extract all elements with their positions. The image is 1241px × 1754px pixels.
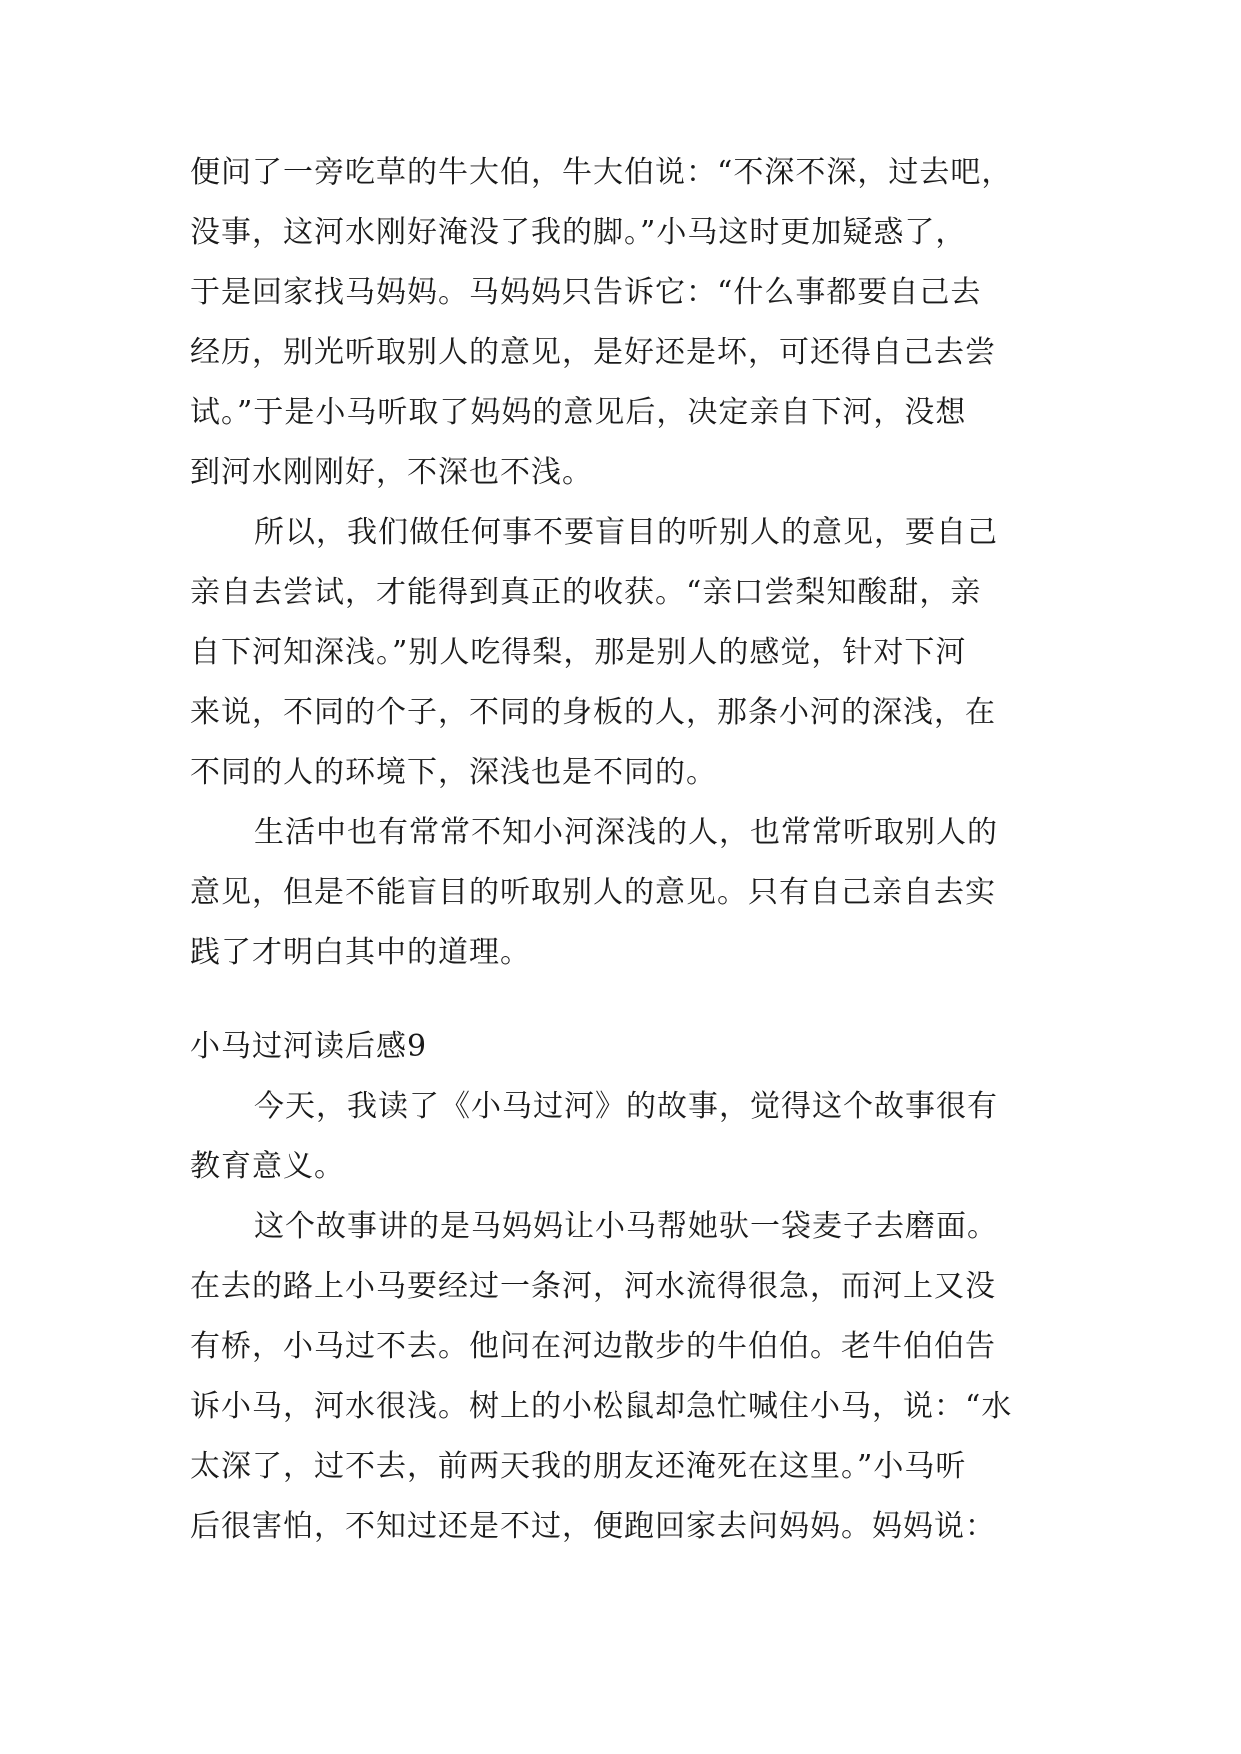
text-line: 自下河知深浅。”别人吃得梨，那是别人的感觉，针对下河 xyxy=(190,635,967,670)
text-line: 便问了一旁吃草的牛大伯，牛大伯说：“不深不深，过去吧， xyxy=(190,155,1013,190)
text-line: 经历，别光听取别人的意见，是好还是坏，可还得自己去尝 xyxy=(190,335,996,370)
text-line: 有桥，小马过不去。他问在河边散步的牛伯伯。老牛伯伯告 xyxy=(190,1329,996,1364)
text-line: 没事，这河水刚好淹没了我的脚。”小马这时更加疑惑了， xyxy=(190,215,967,250)
text-line: 来说，不同的个子，不同的身板的人，那条小河的深浅，在 xyxy=(190,695,996,730)
essay-continuation xyxy=(190,143,1060,983)
text-line: 到河水刚刚好，不深也不浅。 xyxy=(190,455,593,490)
text-line: 亲自去尝试，才能得到真正的收获。“亲口尝梨知酸甜，亲 xyxy=(190,575,982,610)
text-line: 教育意义。 xyxy=(190,1149,345,1184)
text-line: 这个故事讲的是马妈妈让小马帮她驮一袋麦子去磨面。 xyxy=(254,1209,998,1244)
text-line: 生活中也有常常不知小河深浅的人，也常常听取别人的 xyxy=(254,815,998,850)
text-line: 于是回家找马妈妈。马妈妈只告诉它：“什么事都要自己去 xyxy=(190,275,982,310)
text-line: 后很害怕，不知过还是不过，便跑回家去问妈妈。妈妈说： xyxy=(190,1509,996,1544)
text-line: 太深了，过不去，前两天我的朋友还淹死在这里。”小马听 xyxy=(190,1449,967,1484)
text-line: 今天，我读了《小马过河》的故事，觉得这个故事很有 xyxy=(254,1089,998,1124)
essay-9-body xyxy=(190,1077,1060,1557)
text-line: 意见，但是不能盲目的听取别人的意见。只有自己亲自去实 xyxy=(190,875,996,910)
section-title: 小马过河读后感9 xyxy=(190,1029,428,1064)
text-line: 所以，我们做任何事不要盲目的听别人的意见，要自己 xyxy=(254,515,998,550)
text-line: 诉小马，河水很浅。树上的小松鼠却急忙喊住小马，说：“水 xyxy=(190,1389,1013,1424)
text-line: 在去的路上小马要经过一条河，河水流得很急，而河上又没 xyxy=(190,1269,996,1304)
text-line: 试。”于是小马听取了妈妈的意见后，决定亲自下河，没想 xyxy=(190,395,967,430)
text-line: 践了才明白其中的道理。 xyxy=(190,935,531,970)
text-line: 不同的人的环境下，深浅也是不同的。 xyxy=(190,755,717,790)
